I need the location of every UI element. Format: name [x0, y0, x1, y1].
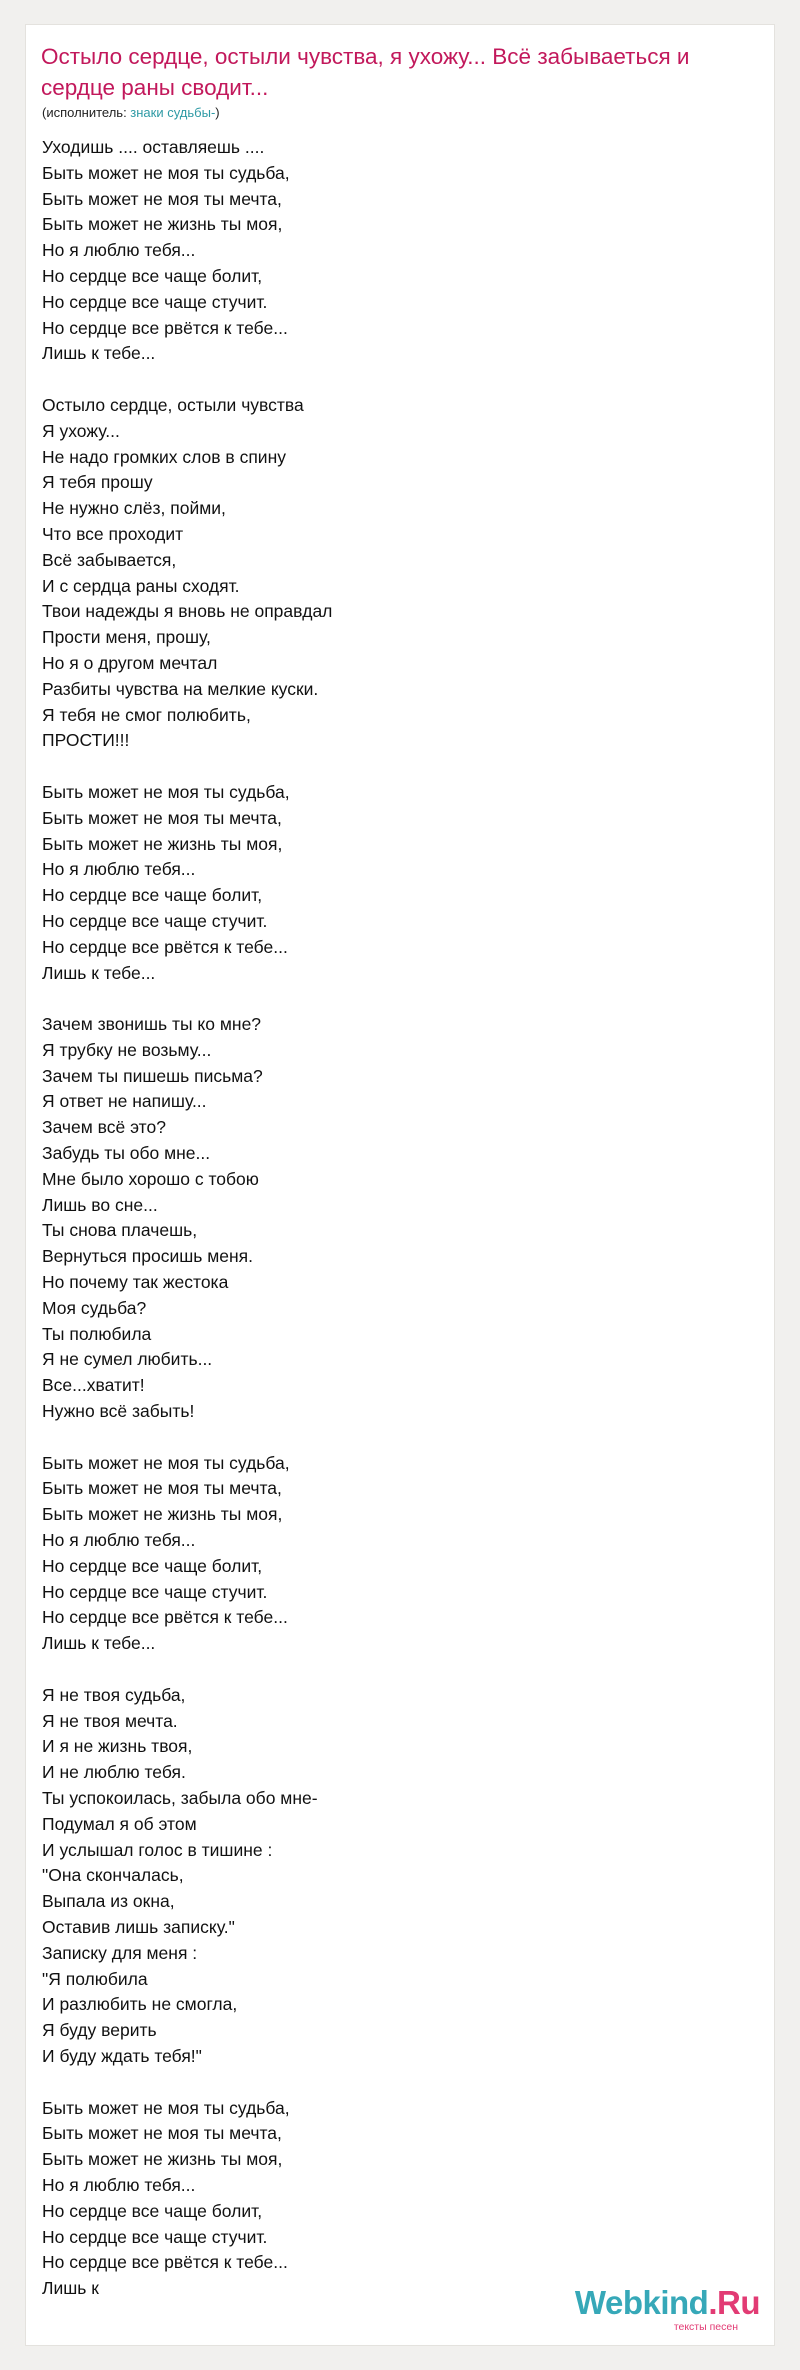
- lyric-line: Но сердце все рвётся к тебе...: [42, 317, 288, 338]
- lyric-line: Я буду верить: [42, 2020, 157, 2041]
- verse: [42, 1012, 742, 1425]
- lyrics-text: [42, 135, 742, 2302]
- lyric-line: Но сердце все чаще болит,: [42, 1555, 263, 1576]
- lyric-line: Зачем звонишь ты ко мне?: [42, 1014, 262, 1035]
- lyric-line: Быть может не жизнь ты моя,: [42, 1504, 283, 1525]
- verse: [42, 135, 742, 367]
- lyric-line: Прости меня, прошу,: [42, 627, 211, 648]
- lyric-line: Но сердце все чаще болит,: [42, 2200, 263, 2221]
- lyric-line: Уходишь .... оставляешь ....: [42, 137, 265, 157]
- lyric-line: Но сердце все чаще стучит.: [42, 910, 268, 931]
- lyric-line: Лишь к: [42, 2278, 99, 2299]
- lyric-line: Лишь к тебе...: [42, 1633, 156, 1654]
- lyric-line: Быть может не моя ты мечта,: [42, 188, 282, 209]
- lyric-line: Остыло сердце, остыли чувства: [42, 394, 304, 415]
- artist-suffix: ): [215, 105, 220, 120]
- lyric-line: И не люблю тебя.: [42, 1762, 186, 1783]
- lyric-line: И разлюбить не смогла,: [42, 1994, 238, 2015]
- lyric-line: Я тебя не смог полюбить,: [42, 704, 251, 725]
- lyric-line: Я не твоя судьба,: [42, 1684, 186, 1705]
- lyric-line: Забудь ты обо мне...: [42, 1143, 211, 1164]
- lyric-line: Я тебя прошу: [42, 472, 153, 493]
- lyric-line: Я не сумел любить...: [42, 1349, 213, 1370]
- lyric-line: Но я люблю тебя...: [42, 859, 196, 880]
- lyric-line: Быть может не моя ты судьба,: [42, 2097, 290, 2118]
- lyric-line: Зачем всё это?: [42, 1117, 166, 1138]
- logo-tagline: тексты песен: [673, 2321, 738, 2333]
- logo-tld: .Ru: [708, 2284, 760, 2321]
- artist-prefix: (исполнитель:: [42, 105, 131, 120]
- verse: [42, 1451, 742, 1657]
- lyric-line: Но сердце все чаще болит,: [42, 885, 263, 906]
- lyric-line: Лишь к тебе...: [42, 343, 156, 364]
- lyric-line: Быть может не моя ты мечта,: [42, 807, 282, 828]
- lyric-line: Зачем ты пишешь письма?: [42, 1065, 263, 1086]
- verse: [42, 1683, 742, 2070]
- lyric-line: И с сердца раны сходят.: [42, 575, 240, 596]
- song-title: Остыло сердце, остыли чувства, я ухожу... Всё забываеться и сердце раны сводит...: [41, 44, 690, 100]
- lyric-line: Но сердце все рвётся к тебе...: [42, 936, 288, 957]
- lyric-line: Но я люблю тебя...: [42, 1530, 196, 1551]
- webkind-logo[interactable]: [574, 2285, 760, 2333]
- artist-line: [42, 105, 220, 121]
- lyric-line: Я трубку не возьму...: [42, 1039, 212, 1060]
- lyric-line: Я ухожу...: [42, 420, 120, 441]
- lyric-line: Но сердце все рвётся к тебе...: [42, 1607, 288, 1628]
- lyric-line: Подумал я об этом: [42, 1813, 197, 1834]
- lyric-line: Ты полюбила: [42, 1323, 152, 1344]
- lyric-line: Ты снова плачешь,: [42, 1220, 198, 1241]
- lyric-line: Быть может не моя ты судьба,: [42, 1452, 290, 1473]
- lyric-line: Быть может не жизнь ты моя,: [42, 833, 283, 854]
- lyric-line: Я не твоя мечта.: [42, 1710, 178, 1731]
- lyric-line: Твои надежды я вновь не оправдал: [42, 601, 333, 622]
- lyric-line: Все...хватит!: [42, 1375, 145, 1396]
- lyric-line: "Она скончалась,: [42, 1865, 184, 1886]
- lyric-line: Но я люблю тебя...: [42, 240, 196, 261]
- lyric-line: Что все проходит: [42, 523, 184, 544]
- verse: [42, 2096, 742, 2302]
- lyric-line: Нужно всё забыть!: [42, 1401, 195, 1422]
- lyric-line: Лишь к тебе...: [42, 962, 156, 983]
- lyric-line: Быть может не моя ты судьба,: [42, 781, 290, 802]
- lyric-line: И я не жизнь твоя,: [42, 1736, 193, 1757]
- lyric-line: Не нужно слёз, пойми,: [42, 498, 226, 519]
- lyric-line: И услышал голос в тишине :: [42, 1839, 273, 1860]
- lyric-line: Ты успокоилась, забыла обо мне-: [42, 1788, 318, 1808]
- verse: [42, 393, 742, 754]
- lyric-line: Я ответ не напишу...: [42, 1091, 207, 1112]
- lyric-line: И буду ждать тебя!": [42, 2045, 202, 2066]
- lyric-line: Быть может не моя ты мечта,: [42, 2123, 282, 2144]
- lyric-line: Но сердце все чаще стучит.: [42, 1581, 268, 1602]
- lyric-line: Но сердце все чаще болит,: [42, 265, 263, 286]
- lyric-line: Но сердце все чаще стучит.: [42, 2226, 268, 2247]
- lyric-line: Моя судьба?: [42, 1297, 147, 1318]
- logo-text: [574, 2285, 760, 2321]
- lyric-line: Быть может не моя ты мечта,: [42, 1478, 282, 1499]
- lyric-line: Не надо громких слов в спину: [42, 446, 286, 467]
- lyric-line: Но сердце все рвётся к тебе...: [42, 2252, 288, 2273]
- lyric-line: Но я о другом мечтал: [42, 652, 218, 673]
- lyric-line: Быть может не жизнь ты моя,: [42, 214, 283, 235]
- lyric-line: Мне было хорошо с тобою: [42, 1168, 259, 1189]
- lyric-line: Выпала из окна,: [42, 1891, 175, 1912]
- lyric-line: Лишь во сне...: [42, 1194, 158, 1215]
- lyric-line: Но я люблю тебя...: [42, 2174, 196, 2195]
- lyric-line: Оставив лишь записку.": [42, 1916, 235, 1937]
- lyric-line: Разбиты чувства на мелкие куски.: [42, 678, 319, 699]
- logo-word: Webkind: [574, 2284, 709, 2321]
- lyric-line: Но почему так жестока: [42, 1272, 229, 1293]
- lyric-line: Быть может не жизнь ты моя,: [42, 2149, 283, 2170]
- lyric-line: Вернуться просишь меня.: [42, 1246, 254, 1267]
- lyric-line: Записку для меня :: [42, 1942, 198, 1963]
- lyric-line: Но сердце все чаще стучит.: [42, 291, 268, 312]
- lyrics-card: [25, 24, 775, 2346]
- artist-link[interactable]: знаки судьбы-: [130, 105, 216, 120]
- lyric-line: Всё забывается,: [42, 549, 177, 570]
- lyric-line: "Я полюбила: [42, 1968, 148, 1989]
- lyric-line: Быть может не моя ты судьба,: [42, 162, 290, 183]
- verse: [42, 780, 742, 986]
- lyric-line: ПРОСТИ!!!: [42, 730, 130, 751]
